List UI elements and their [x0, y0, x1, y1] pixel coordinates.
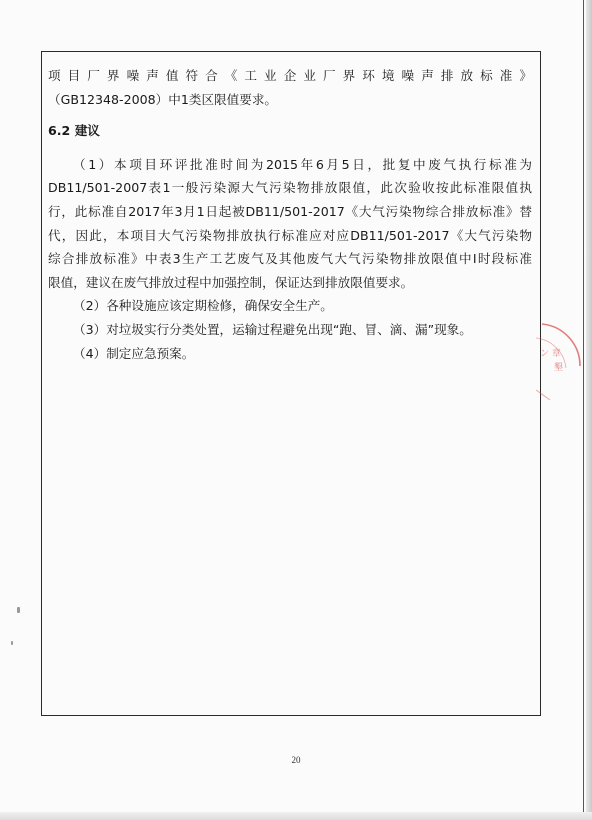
- paragraph-line: 综合排放标准》中表3生产工艺废气及其他废气大气污染物排放限值中I时段标准: [48, 251, 532, 267]
- scan-speck: [17, 607, 20, 613]
- paragraph-line: 限值，建议在废气排放过程中加强控制，保证达到排放限值要求。: [48, 274, 414, 290]
- list-item-3: （3）对垃圾实行分类处置，运输过程避免出现“跑、冒、滴、漏”现象。: [73, 321, 472, 337]
- paragraph-1: [48, 153, 532, 295]
- body-line: 项目厂界噪声值符合《工业企业厂界环境噪声排放标准》: [48, 68, 532, 83]
- scan-border-line: [583, 0, 584, 820]
- section-heading: 6.2 建议: [48, 123, 100, 139]
- paragraph-line: （1）本项目环评批准时间为2015年6月5日，批复中废气执行标准为: [73, 156, 532, 172]
- scan-speck: [11, 641, 13, 645]
- paragraph-line: 代，因此，本项目大气污染物排放执行标准应对应DB11/501-2017《大气污染物: [48, 227, 532, 243]
- scan-edge-right: [586, 0, 592, 820]
- document-body: [48, 64, 532, 365]
- body-line: （GB12348-2008）中1类区限值要求。: [48, 91, 278, 107]
- svg-text:ン 章: ン 章: [540, 349, 561, 359]
- svg-text:墾: 墾: [554, 363, 564, 373]
- scan-edge-bottom: [0, 812, 592, 820]
- page-number: 20: [291, 755, 301, 765]
- list-item-2: （2）各种设施应该定期检修，确保安全生产。: [73, 298, 333, 314]
- paragraph-line: 行，此标准自2017年3月1日起被DB11/501-2017《大气污染物综合排放标准》替: [48, 203, 532, 219]
- paragraph-line: DB11/501-2007表1一般污染源大气污染物排放限值，此次验收按此标准限值执: [48, 180, 532, 196]
- list-item-4: （4）制定应急预案。: [73, 345, 195, 361]
